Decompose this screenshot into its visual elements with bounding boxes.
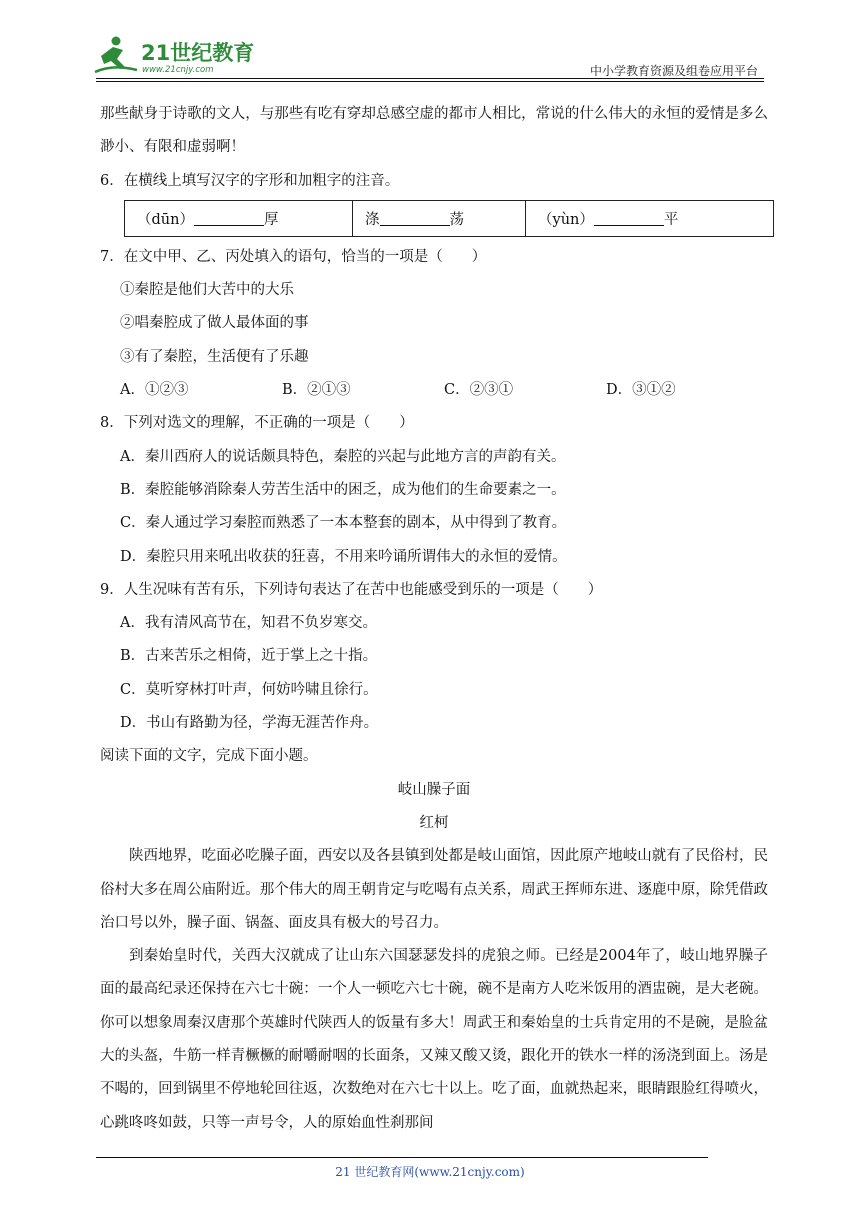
q6-cell-2-pre: 涤 [365,211,380,228]
q9-stem: 9．人生况味有苦有乐，下列诗句表达了在苦中也能感受到乐的一项是（ ） [100,581,603,598]
q6-cell-1-post: 厚 [263,211,279,228]
q7-option-d[interactable]: D．③①② [606,382,676,399]
article-paragraph-2: 到秦始皇时代，关西大汉就成了让山东六国瑟瑟发抖的虎狼之师。已经是2004年了，岐山地界臊子面的最高纪录还保持在六七十碗：一个人一顿吃六七十碗，碗不是南方人吃米饭用的酒盅碗，是大老碗。你可以想象周秦汉唐那个英雄时代陕西人的饭量有多大！周武王和秦始皇的士兵肯定用的不是碗，是脸盆大的头盔，牛筋一样青橛橛的耐嚼耐咽的长面条，又辣又酸又烫，跟化开的铁水一样的汤浇到面上。汤是不喝的，回到锅里不停地轮回往返，次数绝对在六七十以上。吃了面，血就热起来，眼睛跟脸红得喷火，心跳咚咚如鼓，只等一声号令，人的原始血性刹那间 [100,948,768,1131]
q6-cell-1-pre: （dūn） [137,211,194,228]
q6-cell-1 [125,200,353,236]
q7-option-c[interactable]: C．②③① [444,382,514,399]
q6-blank-3[interactable] [594,211,664,226]
article-author: 红柯 [419,814,449,831]
q7-stem: 7．在文中甲、乙、丙处填入的语句，恰当的一项是（ ） [100,248,487,265]
q8-option-c[interactable]: C．秦人通过学习秦腔而熟悉了一本本整套的剧本，从中得到了教育。 [120,515,567,532]
q6-cell-2-post: 荡 [449,211,464,228]
q7-options [100,374,768,407]
platform-label: 中小学教育资源及组卷应用平台 [589,64,758,78]
article-title: 岐山臊子面 [397,781,471,798]
q7-option-b[interactable]: B．②①③ [282,382,351,399]
q6-table [124,200,774,237]
passage-tail: 那些献身于诗歌的文人，与那些有吃有穿却总感空虚的都市人相比，常说的什么伟大的永恒的爱情是多么渺小、有限和虚弱啊！ [100,106,768,156]
q7-option-a[interactable]: A．①②③ [120,382,189,399]
q9-option-c[interactable]: C．莫听穿林打叶声，何妨吟啸且徐行。 [120,681,378,698]
q7-item-2: ②唱秦腔成了做人最体面的事 [120,315,309,332]
q9-option-a[interactable]: A．我有清风高节在，知君不负岁寒交。 [120,615,377,632]
q6-cell-3-post: 平 [663,211,679,228]
reading-intro: 阅读下面的文字，完成下面小题。 [100,748,318,765]
q8-option-b[interactable]: B．秦腔能够消除秦人劳苦生活中的困乏，成为他们的生命要素之一。 [120,481,566,498]
logo-url: www.21cnjy.com [142,65,214,75]
q6-cell-3-pre: （yùn） [538,211,594,228]
q8-stem: 8．下列对选文的理解，不正确的一项是（ ） [100,415,414,432]
page-body [100,98,768,1140]
q8-option-a[interactable]: A．秦川西府人的说话颇具特色，秦腔的兴起与此地方言的声韵有关。 [120,448,566,465]
runner-icon [95,37,137,73]
q9-option-b[interactable]: B．古来苦乐之相倚，近于掌上之十指。 [120,648,378,665]
footer-link[interactable]: 21 世纪教育网(www.21cnjy.com) [335,1165,525,1179]
q8-option-d[interactable]: D．秦腔只用来吼出收获的狂喜，不用来吟诵所谓伟大的永恒的爱情。 [120,548,567,565]
header-divider [96,78,764,79]
q7-item-1: ①秦腔是他们大苦中的大乐 [120,282,294,299]
page-header [0,0,860,80]
footer-divider [96,1157,708,1158]
q6-cell-2 [353,200,526,236]
logo-21cnjy [93,34,268,76]
q9-option-d[interactable]: D．书山有路勤为径，学海无涯苦作舟。 [120,715,379,732]
q6-blank-2[interactable] [380,211,450,226]
article-paragraph-1: 陕西地界，吃面必吃臊子面，西安以及各县镇到处都是岐山面馆，因此原产地岐山就有了民俗村，民俗村大多在周公庙附近。那个伟大的周王朝肯定与吃喝有点关系，周武王挥师东进、逐鹿中原，除凭借政治口号以外，臊子面、锅盔、面皮具有极大的号召力。 [100,848,768,931]
logo-text: 21世纪教育 [141,41,255,65]
q6-stem: 6．在横线上填写汉字的字形和加粗字的注音。 [100,172,400,189]
q7-item-3: ③有了秦腔，生活便有了乐趣 [120,348,309,365]
q6-blank-1[interactable] [194,211,264,226]
header-divider-2 [96,81,764,82]
q6-cell-3 [526,200,774,236]
